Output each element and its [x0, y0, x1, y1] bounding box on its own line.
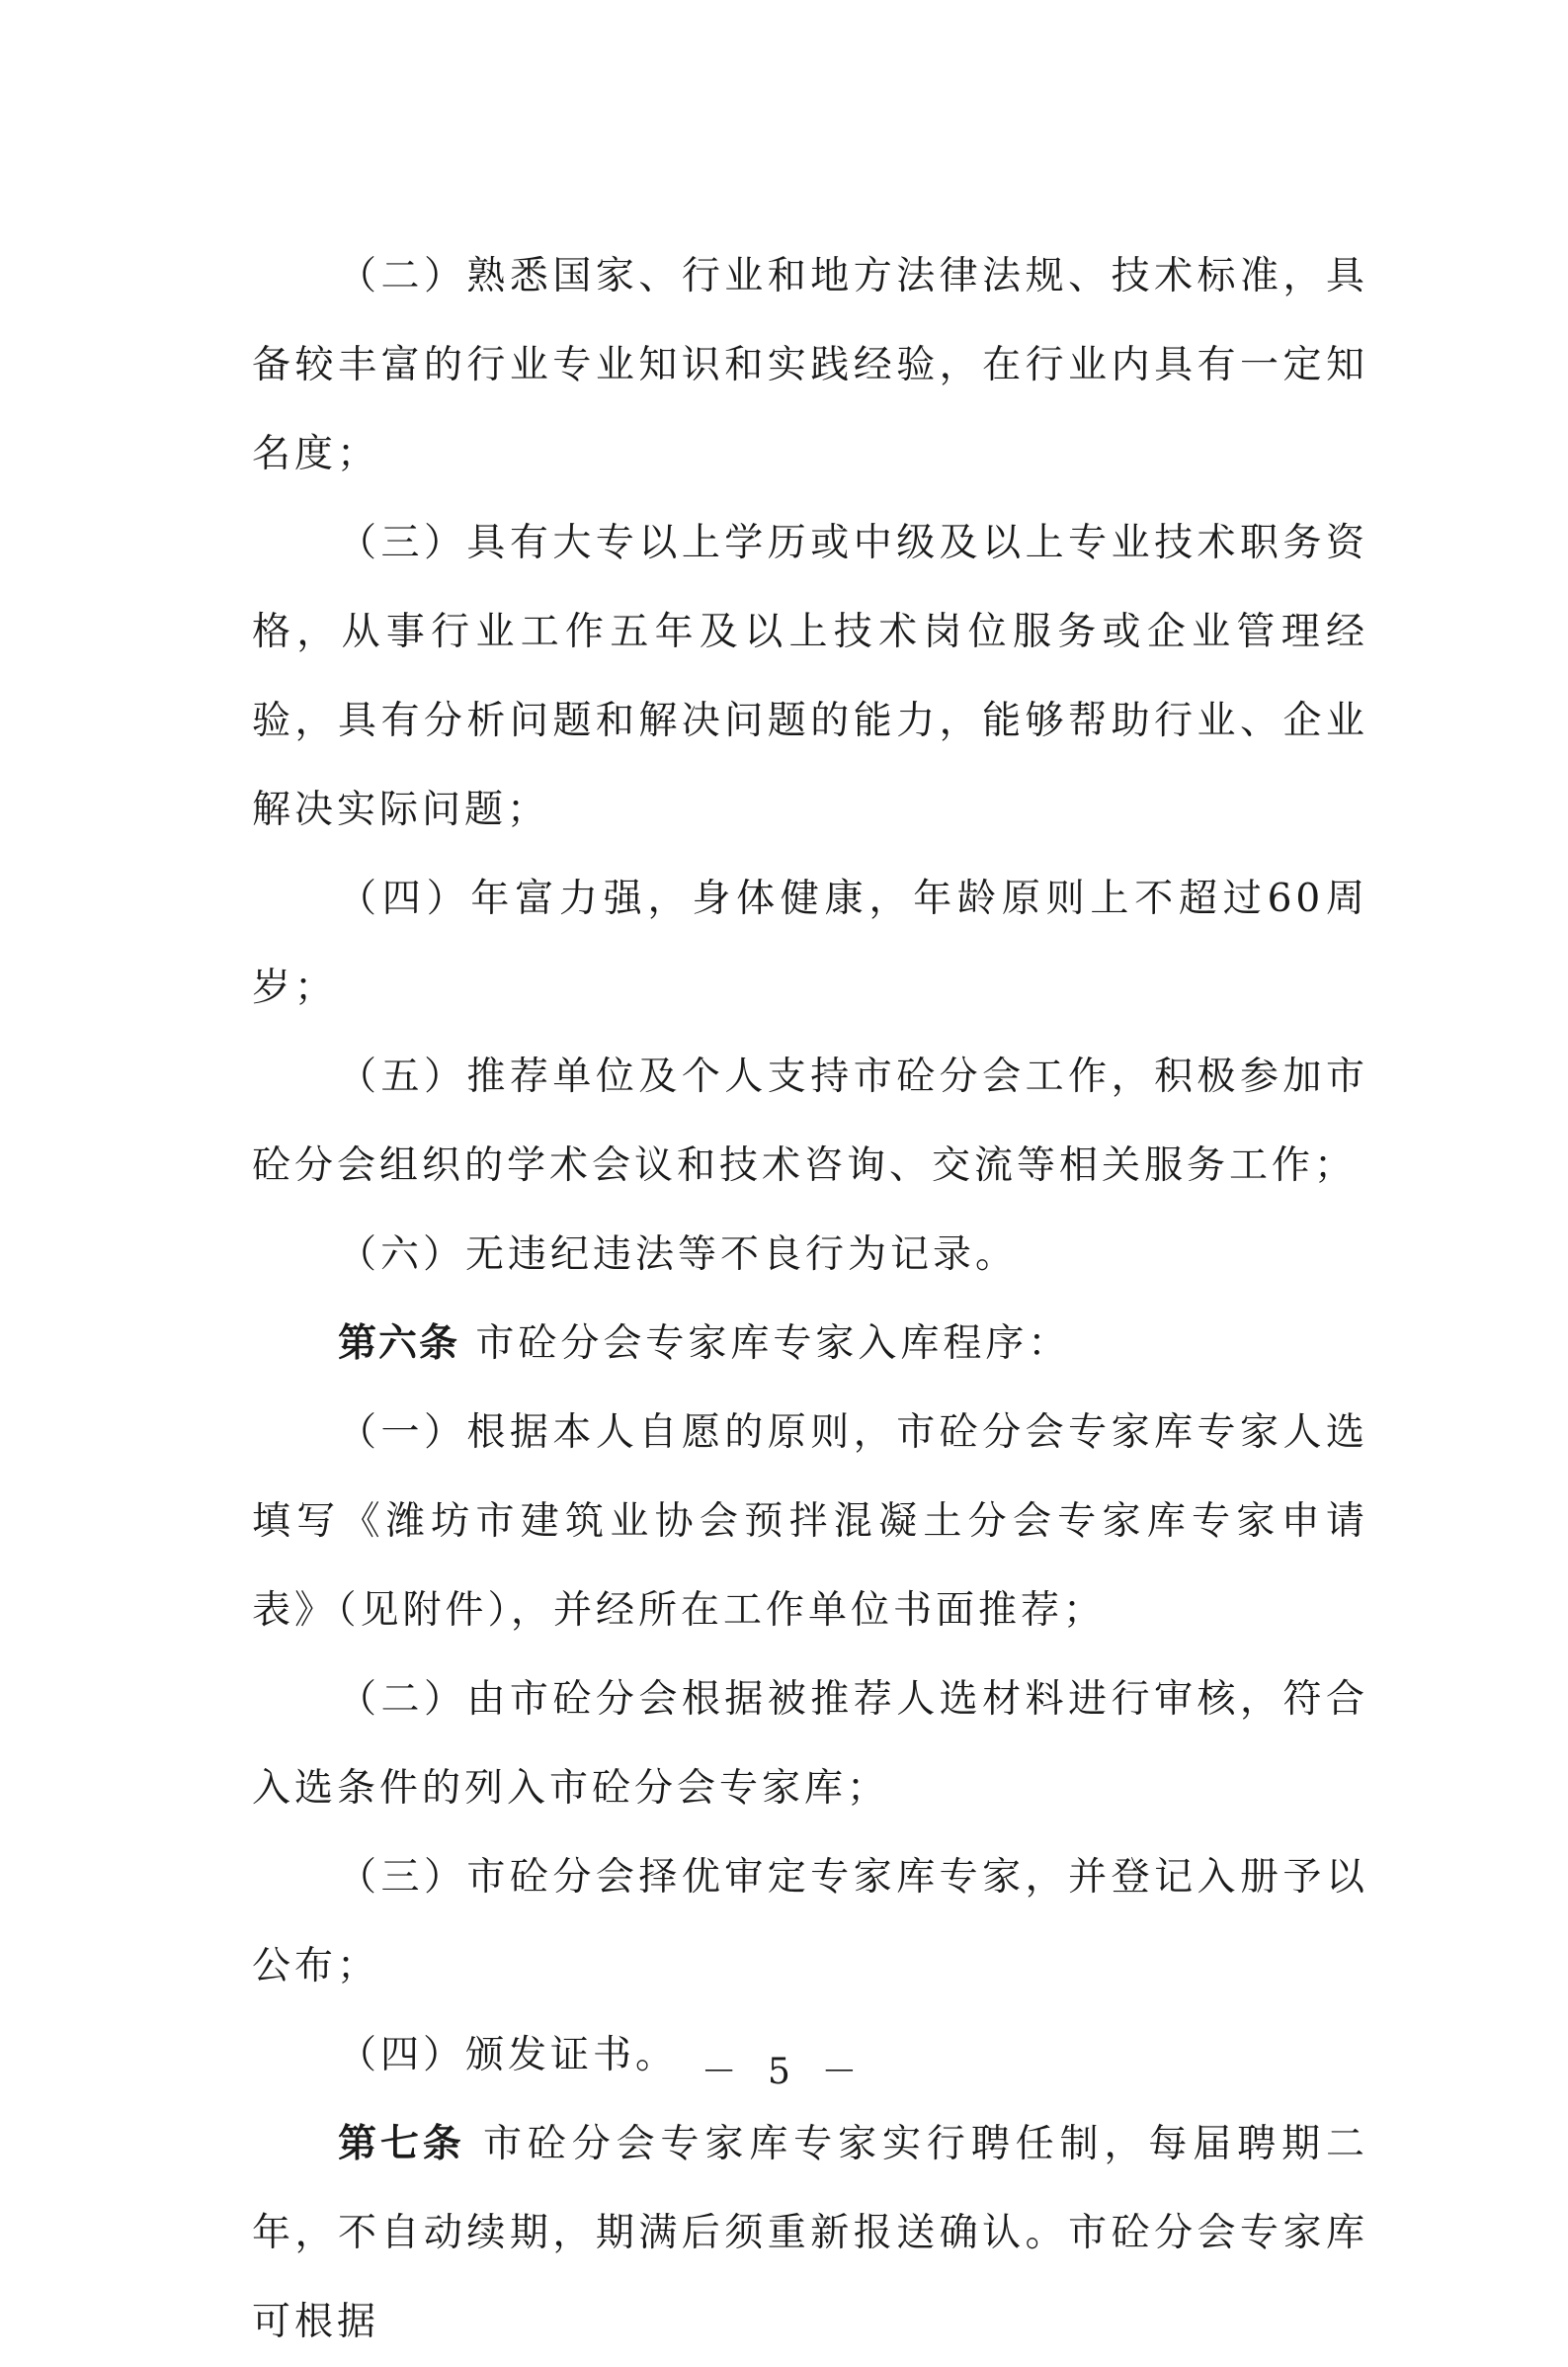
paragraph-text: 市砼分会专家库专家入库程序： — [475, 1321, 1071, 1366]
paragraph-text: （三）市砼分会择优审定专家库专家，并登记入册予以公布； — [252, 1855, 1368, 1988]
procedure-item-2 — [252, 1655, 1368, 1833]
paragraph-text: （一）根据本人自愿的原则，市砼分会专家库专家人选填写《潍坊市建筑业协会预拌混凝土分会专家库专家申请表》（见附件），并经所在工作单位书面推荐； — [252, 1410, 1368, 1633]
article-6 — [252, 1300, 1368, 1389]
paragraph-text: （六）无违纪违法等不良行为记录。 — [338, 1232, 1019, 1277]
procedure-item-3 — [252, 1833, 1368, 2011]
paragraph-text: （二）由市砼分会根据被推荐人选材料进行审核，符合入选条件的列入市砼分会专家库； — [252, 1677, 1368, 1811]
paragraph-item-5 — [252, 1033, 1368, 1211]
paragraph-text: （二）熟悉国家、行业和地方法律法规、技术标准，具备较丰富的行业专业知识和实践经验，在行业内具有一定知名度； — [252, 254, 1368, 476]
page-number: － 5 － — [701, 2052, 867, 2092]
paragraph-text: 市砼分会专家库专家实行聘任制，每届聘期二年，不自动续期，期满后须重新报送确认。市砼分会专家库可根据 — [252, 2122, 1368, 2344]
paragraph-item-3 — [252, 499, 1368, 855]
paragraph-text: （四）年富力强，身体健康，年龄原则上不超过60周岁； — [252, 877, 1368, 1010]
paragraph-item-4 — [252, 855, 1368, 1033]
paragraph-item-6 — [252, 1211, 1368, 1300]
procedure-item-1 — [252, 1389, 1368, 1655]
paragraph-text: （三）具有大专以上学历或中级及以上专业技术职务资格，从事行业工作五年及以上技术岗位服务或企业管理经验，具有分析问题和解决问题的能力，能够帮助行业、企业解决实际问题； — [252, 521, 1368, 832]
paragraph-text: （五）推荐单位及个人支持市砼分会工作，积极参加市砼分会组织的学术会议和技术咨询、交流等相关服务工作； — [252, 1055, 1368, 1188]
article-7 — [252, 2100, 1368, 2367]
article-label: 第六条 — [338, 1321, 460, 1366]
paragraph-text: （四）颁发证书。 — [338, 2033, 679, 2077]
article-label: 第七条 — [338, 2122, 465, 2166]
paragraph-item-2 — [252, 232, 1368, 499]
